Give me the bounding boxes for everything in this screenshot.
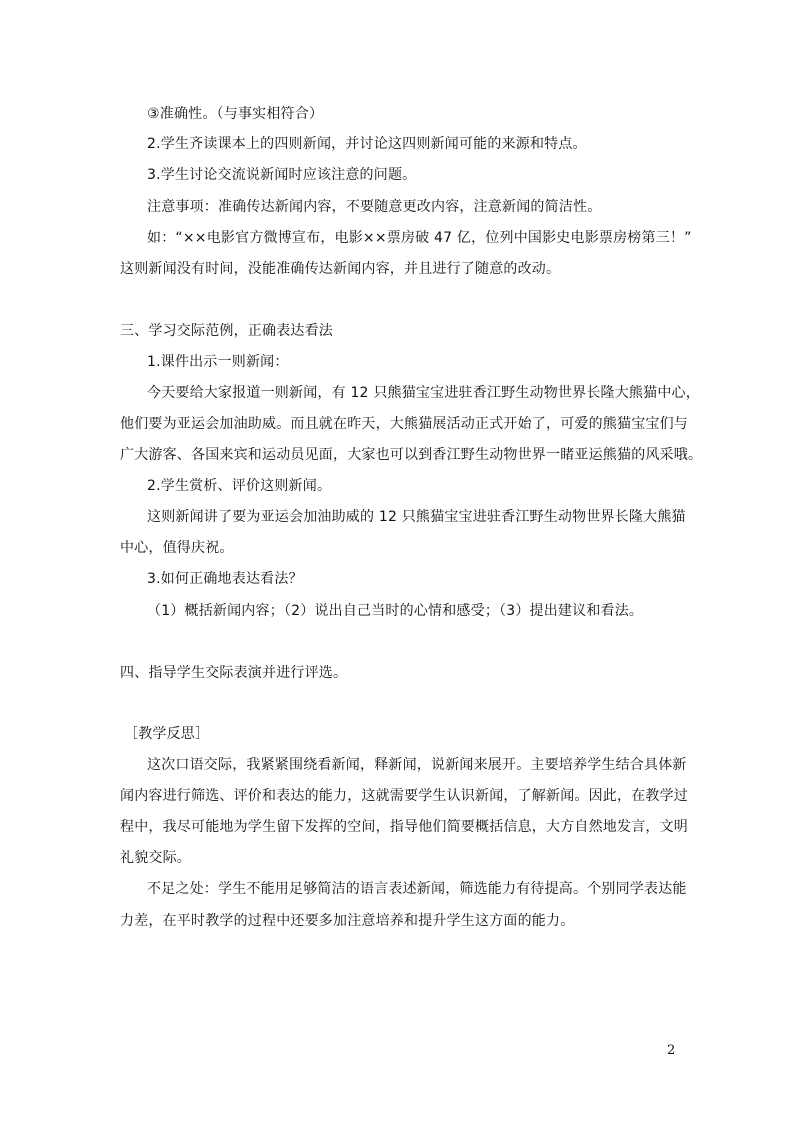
section-4-heading: 四、指导学生交际表演并进行评选。 xyxy=(120,665,348,681)
step-3-discuss: 3.学生讨论交流说新闻时应该注意的问题。 xyxy=(147,167,417,183)
expression-tips: （1）概括新闻内容；（2）说出自己当时的心情和感受；（3）提出建议和看法。 xyxy=(147,603,644,619)
section-3-step-2: 2.学生赏析、评价这则新闻。 xyxy=(147,478,332,494)
reflection-p2-line-1: 不足之处：学生不能用足够简洁的语言表述新闻，筛选能力有待提高。个别同学表达能 xyxy=(147,881,687,897)
section-3-step-3: 3.如何正确地表达看法？ xyxy=(147,571,303,587)
reflection-p1-line-1: 这次口语交际，我紧紧围绕看新闻，释新闻，说新闻来展开。主要培养学生结合具体新 xyxy=(147,757,687,773)
reflection-p1-line-4: 礼貌交际。 xyxy=(120,850,191,866)
reflection-heading: ［教学反思］ xyxy=(124,726,210,742)
news-line-2: 他们要为亚运会加油助威。而且就在昨天，大熊猫展活动正式开始了，可爱的熊猫宝宝们与 xyxy=(120,416,688,432)
news-line-3: 广大游客、各国来宾和运动员见面，大家也可以到香江野生动物世界一睹亚运熊猫的风采哦。 xyxy=(120,447,703,463)
step-2-read-news: 2.学生齐读课本上的四则新闻，并讨论这四则新闻可能的来源和特点。 xyxy=(147,136,587,152)
reflection-p1-line-3: 程中，我尽可能地为学生留下发挥的空间，指导他们简要概括信息，大方自然地发言，文明 xyxy=(120,819,688,835)
evaluation-line-2: 中心，值得庆祝。 xyxy=(120,540,234,556)
evaluation-line-1: 这则新闻讲了要为亚运会加油助威的 12 只熊猫宝宝进驻香江野生动物世界长隆大熊猫 xyxy=(147,509,686,525)
section-3-heading: 三、学习交际范例，正确表达看法 xyxy=(120,323,333,339)
news-line-1: 今天要给大家报道一则新闻，有 12 只熊猫宝宝进驻香江野生动物世界长隆大熊猫中心， xyxy=(147,385,700,401)
notes-paragraph: 注意事项：准确传达新闻内容，不要随意更改内容，注意新闻的简洁性。 xyxy=(147,199,602,215)
page-number: 2 xyxy=(667,1043,676,1058)
reflection-p2-line-2: 力差，在平时教学的过程中还要多加注意培养和提升学生这方面的能力。 xyxy=(120,913,575,929)
item-accuracy: ③准确性。（与事实相符合） xyxy=(147,106,324,122)
reflection-p1-line-2: 闻内容进行筛选、评价和表达的能力，这就需要学生认识新闻，了解新闻。因此，在教学过 xyxy=(120,788,688,804)
example-line-2: 这则新闻没有时间，没能准确传达新闻内容，并且进行了随意的改动。 xyxy=(120,261,561,277)
example-line-1: 如：“××电影官方微博宣布，电影××票房破 47 亿，位列中国影史电影票房榜第三！” xyxy=(147,230,692,246)
section-3-step-1: 1.课件出示一则新闻： xyxy=(147,354,289,370)
